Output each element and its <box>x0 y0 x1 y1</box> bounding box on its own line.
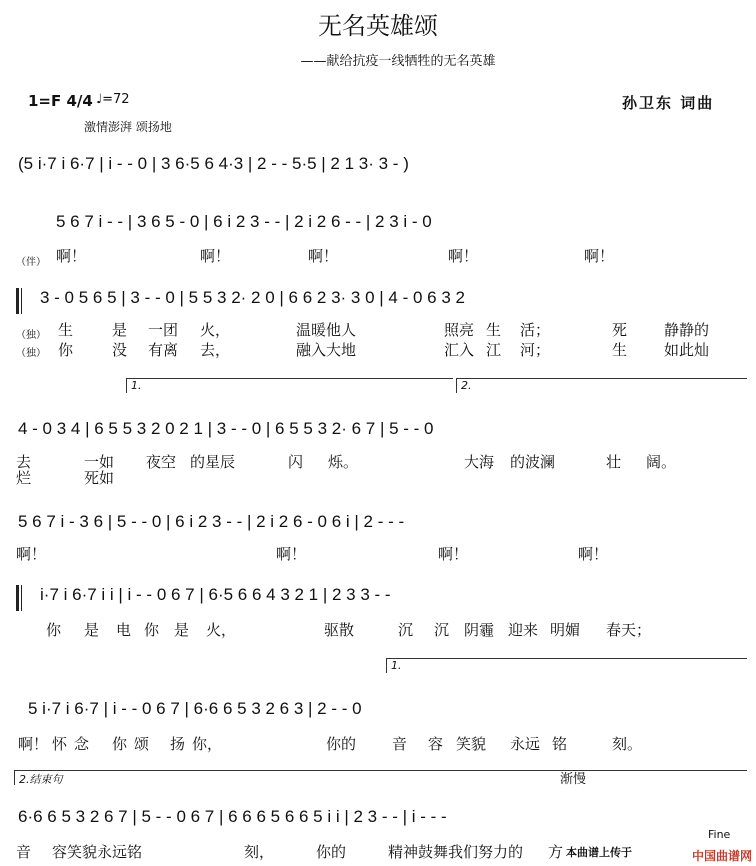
lyric-row7-6: 扬 <box>170 737 186 753</box>
lyric-row7-8: 你的 <box>326 737 357 753</box>
lyric-row2-4: 啊！ <box>448 249 479 265</box>
lyric-row7-14: 刻。 <box>612 737 643 753</box>
staff-row-1 <box>0 152 756 182</box>
lyric-row7-10: 容 <box>428 737 444 753</box>
row2-text: 5 6 7 i - - | 3 6 5 - 0 | 6 i 2 3 - - | 2 i 2 6 - - | 2 3 i - 0 <box>56 212 432 231</box>
row5-text: 5 6 7 i - 3 6 | 5 - - 0 | 6 i 2 3 - - | 2 i 2 6 - 0 6 i | 2 - - - <box>18 512 405 531</box>
lyric-row4-3: 夜空 <box>146 455 177 471</box>
verse1-6: 照亮 <box>444 323 475 339</box>
ritardando-mark: 渐慢 <box>560 771 587 786</box>
tempo-mark: ♩=72 <box>96 92 130 107</box>
lyric-row5-4: 啊！ <box>578 547 609 563</box>
row1-text: (5 i·7 i 6·7 | i - - 0 | 3 6·5 6 4·3 | 2 - - 5·5 | 2 1 3· 3 - ) <box>18 154 409 173</box>
lyric-row4-8: 的波澜 <box>510 455 556 471</box>
verse1-5: 温暖他人 <box>296 323 357 339</box>
lyric-row4-6: 烁。 <box>328 455 359 471</box>
staff-row-7 <box>0 697 756 727</box>
composer-credit: 孙卫东 词曲 <box>622 94 715 112</box>
verse2-9: 生 <box>612 343 628 359</box>
row3-text: 3 - 0 5 6 5 | 3 - - 0 | 5 5 3 2· 2 0 | 6 6 2 3· 3 0 | 4 - 0 6 3 2 <box>40 288 465 307</box>
lyric-row2-5: 啊！ <box>584 249 615 265</box>
verse1-9: 死 <box>612 323 628 339</box>
lyric-row7-2: 怀 <box>52 737 68 753</box>
verse1-2: 是 <box>112 323 128 339</box>
lyric-row6-6: 火， <box>206 623 237 639</box>
site-watermark: 中国曲谱网 <box>691 849 752 863</box>
lyric-row6-8: 沉 <box>398 623 414 639</box>
lyric-row8-6: 方 <box>548 845 564 861</box>
lyric-row4-7: 大海 <box>464 455 495 471</box>
staff-row-4 <box>0 417 756 447</box>
lyric-row4-2: 一如 <box>84 455 115 471</box>
lyric-row6-9: 沉 <box>434 623 450 639</box>
verse1-10: 静静的 <box>664 323 710 339</box>
lyric-row7-11: 笑貌 <box>456 737 487 753</box>
row8-text: 6·6 6 5 3 2 6 7 | 5 - - 0 6 7 | 6 6 6 5 6 6 5 i i | 2 3 - - | i - - - <box>18 807 447 826</box>
lyric-row4-1: 去 <box>16 455 32 471</box>
repeat-start-2 <box>16 585 24 611</box>
verse2-6: 汇入 <box>444 343 475 359</box>
row6-text: i·7 i 6·7 i i | i - - 0 6 7 | 6·5 6 6 4 3 2 1 | 2 3 3 - - <box>40 585 391 604</box>
verse2-3: 有离 <box>148 343 179 359</box>
first-ending-bracket: 1. <box>126 378 453 393</box>
lyric-row7-7: 你， <box>192 737 223 753</box>
lyric-row5-2: 啊！ <box>276 547 307 563</box>
verse1-4: 火， <box>200 323 231 339</box>
verse2-2: 没 <box>112 343 128 359</box>
lyric-row6-7: 驱散 <box>324 623 355 639</box>
row7-text: 5 i·7 i 6·7 | i - - 0 6 7 | 6·6 6 5 3 2 6 3 | 2 - - 0 <box>28 699 362 718</box>
lyric-row6-4: 你 <box>144 623 160 639</box>
verse2-7: 江 <box>486 343 502 359</box>
verse2-5: 融入大地 <box>296 343 357 359</box>
fine-mark: Fine <box>708 828 731 841</box>
repeat-start <box>16 288 24 314</box>
lyric-row6-12: 明媚 <box>550 623 581 639</box>
lyric-row8-2: 容笑貌永远铭 <box>52 845 143 861</box>
lyric-row7-9: 音 <box>392 737 408 753</box>
lyric-row6-5: 是 <box>174 623 190 639</box>
lyric-row7-5: 颂 <box>134 737 150 753</box>
lyric-row6-13: 春天； <box>606 623 652 639</box>
lyric-row4-4: 的星辰 <box>190 455 236 471</box>
lyric-row2-3: 啊！ <box>308 249 339 265</box>
lyric-row2-2: 啊！ <box>200 249 231 265</box>
lyric-row6-2: 是 <box>84 623 100 639</box>
coda-bracket: 2.结束句 <box>14 770 747 785</box>
lyric-row2-1: 啊！ <box>56 249 87 265</box>
solo-tag-1: （独） <box>16 330 46 341</box>
verse1-1: 生 <box>58 323 74 339</box>
staff-row-6 <box>0 583 756 613</box>
verse2-1: 你 <box>58 343 74 359</box>
accompaniment-tag: （伴） <box>16 257 46 268</box>
lyric-row4b-1: 烂 <box>16 471 32 487</box>
staff-row-2 <box>0 210 756 240</box>
staff-row-3 <box>0 286 756 316</box>
lyric-row4-9: 壮 <box>606 455 622 471</box>
upload-notice: 本曲谱上传于 <box>566 846 632 859</box>
lyric-row7-12: 永远 <box>510 737 541 753</box>
verse2-8: 河； <box>520 343 551 359</box>
lyric-row8-1: 音 <box>16 845 32 861</box>
lyric-row7-3: 念 <box>74 737 90 753</box>
lyric-row4-10: 阔。 <box>646 455 677 471</box>
verse1-3: 一团 <box>148 323 179 339</box>
lyric-row7-4: 你 <box>112 737 128 753</box>
verse2-10: 如此灿 <box>664 343 710 359</box>
lyric-row8-5: 精神鼓舞我们努力的 <box>388 845 524 861</box>
second-ending-bracket: 2. <box>456 378 747 393</box>
row4-text: 4 - 0 3 4 | 6 5 5 3 2 0 2 1 | 3 - - 0 | 6 5 5 3 2· 6 7 | 5 - - 0 <box>18 419 434 438</box>
song-title: 无名英雄颂 <box>318 12 438 40</box>
lyric-row7-13: 铭 <box>552 737 568 753</box>
lyric-row5-1: 啊！ <box>16 547 47 563</box>
verse1-7: 生 <box>486 323 502 339</box>
lyric-row8-3: 刻， <box>244 845 275 861</box>
lyric-row7-1: 啊！ <box>18 737 49 753</box>
lyric-row6-11: 迎来 <box>508 623 539 639</box>
verse2-4: 去， <box>200 343 231 359</box>
staff-row-8 <box>0 805 756 835</box>
verse1-8: 活； <box>520 323 551 339</box>
key-signature: 1=F 4/4 <box>28 92 93 110</box>
lyric-row4b-2: 死如 <box>84 471 115 487</box>
solo-tag-2: （独） <box>16 348 46 359</box>
lyric-row4-5: 闪 <box>288 455 304 471</box>
lyric-row6-1: 你 <box>46 623 62 639</box>
expression-mark: 激情澎湃 颂扬地 <box>84 120 172 134</box>
lyric-row8-4: 你的 <box>316 845 347 861</box>
lyric-row6-10: 阴霾 <box>464 623 495 639</box>
staff-row-5 <box>0 510 756 540</box>
song-subtitle: ——献给抗疫一线牺牲的无名英雄 <box>300 54 496 69</box>
first-ending-bracket-2: 1. <box>386 658 747 673</box>
lyric-row6-3: 电 <box>116 623 132 639</box>
lyric-row5-3: 啊！ <box>438 547 469 563</box>
